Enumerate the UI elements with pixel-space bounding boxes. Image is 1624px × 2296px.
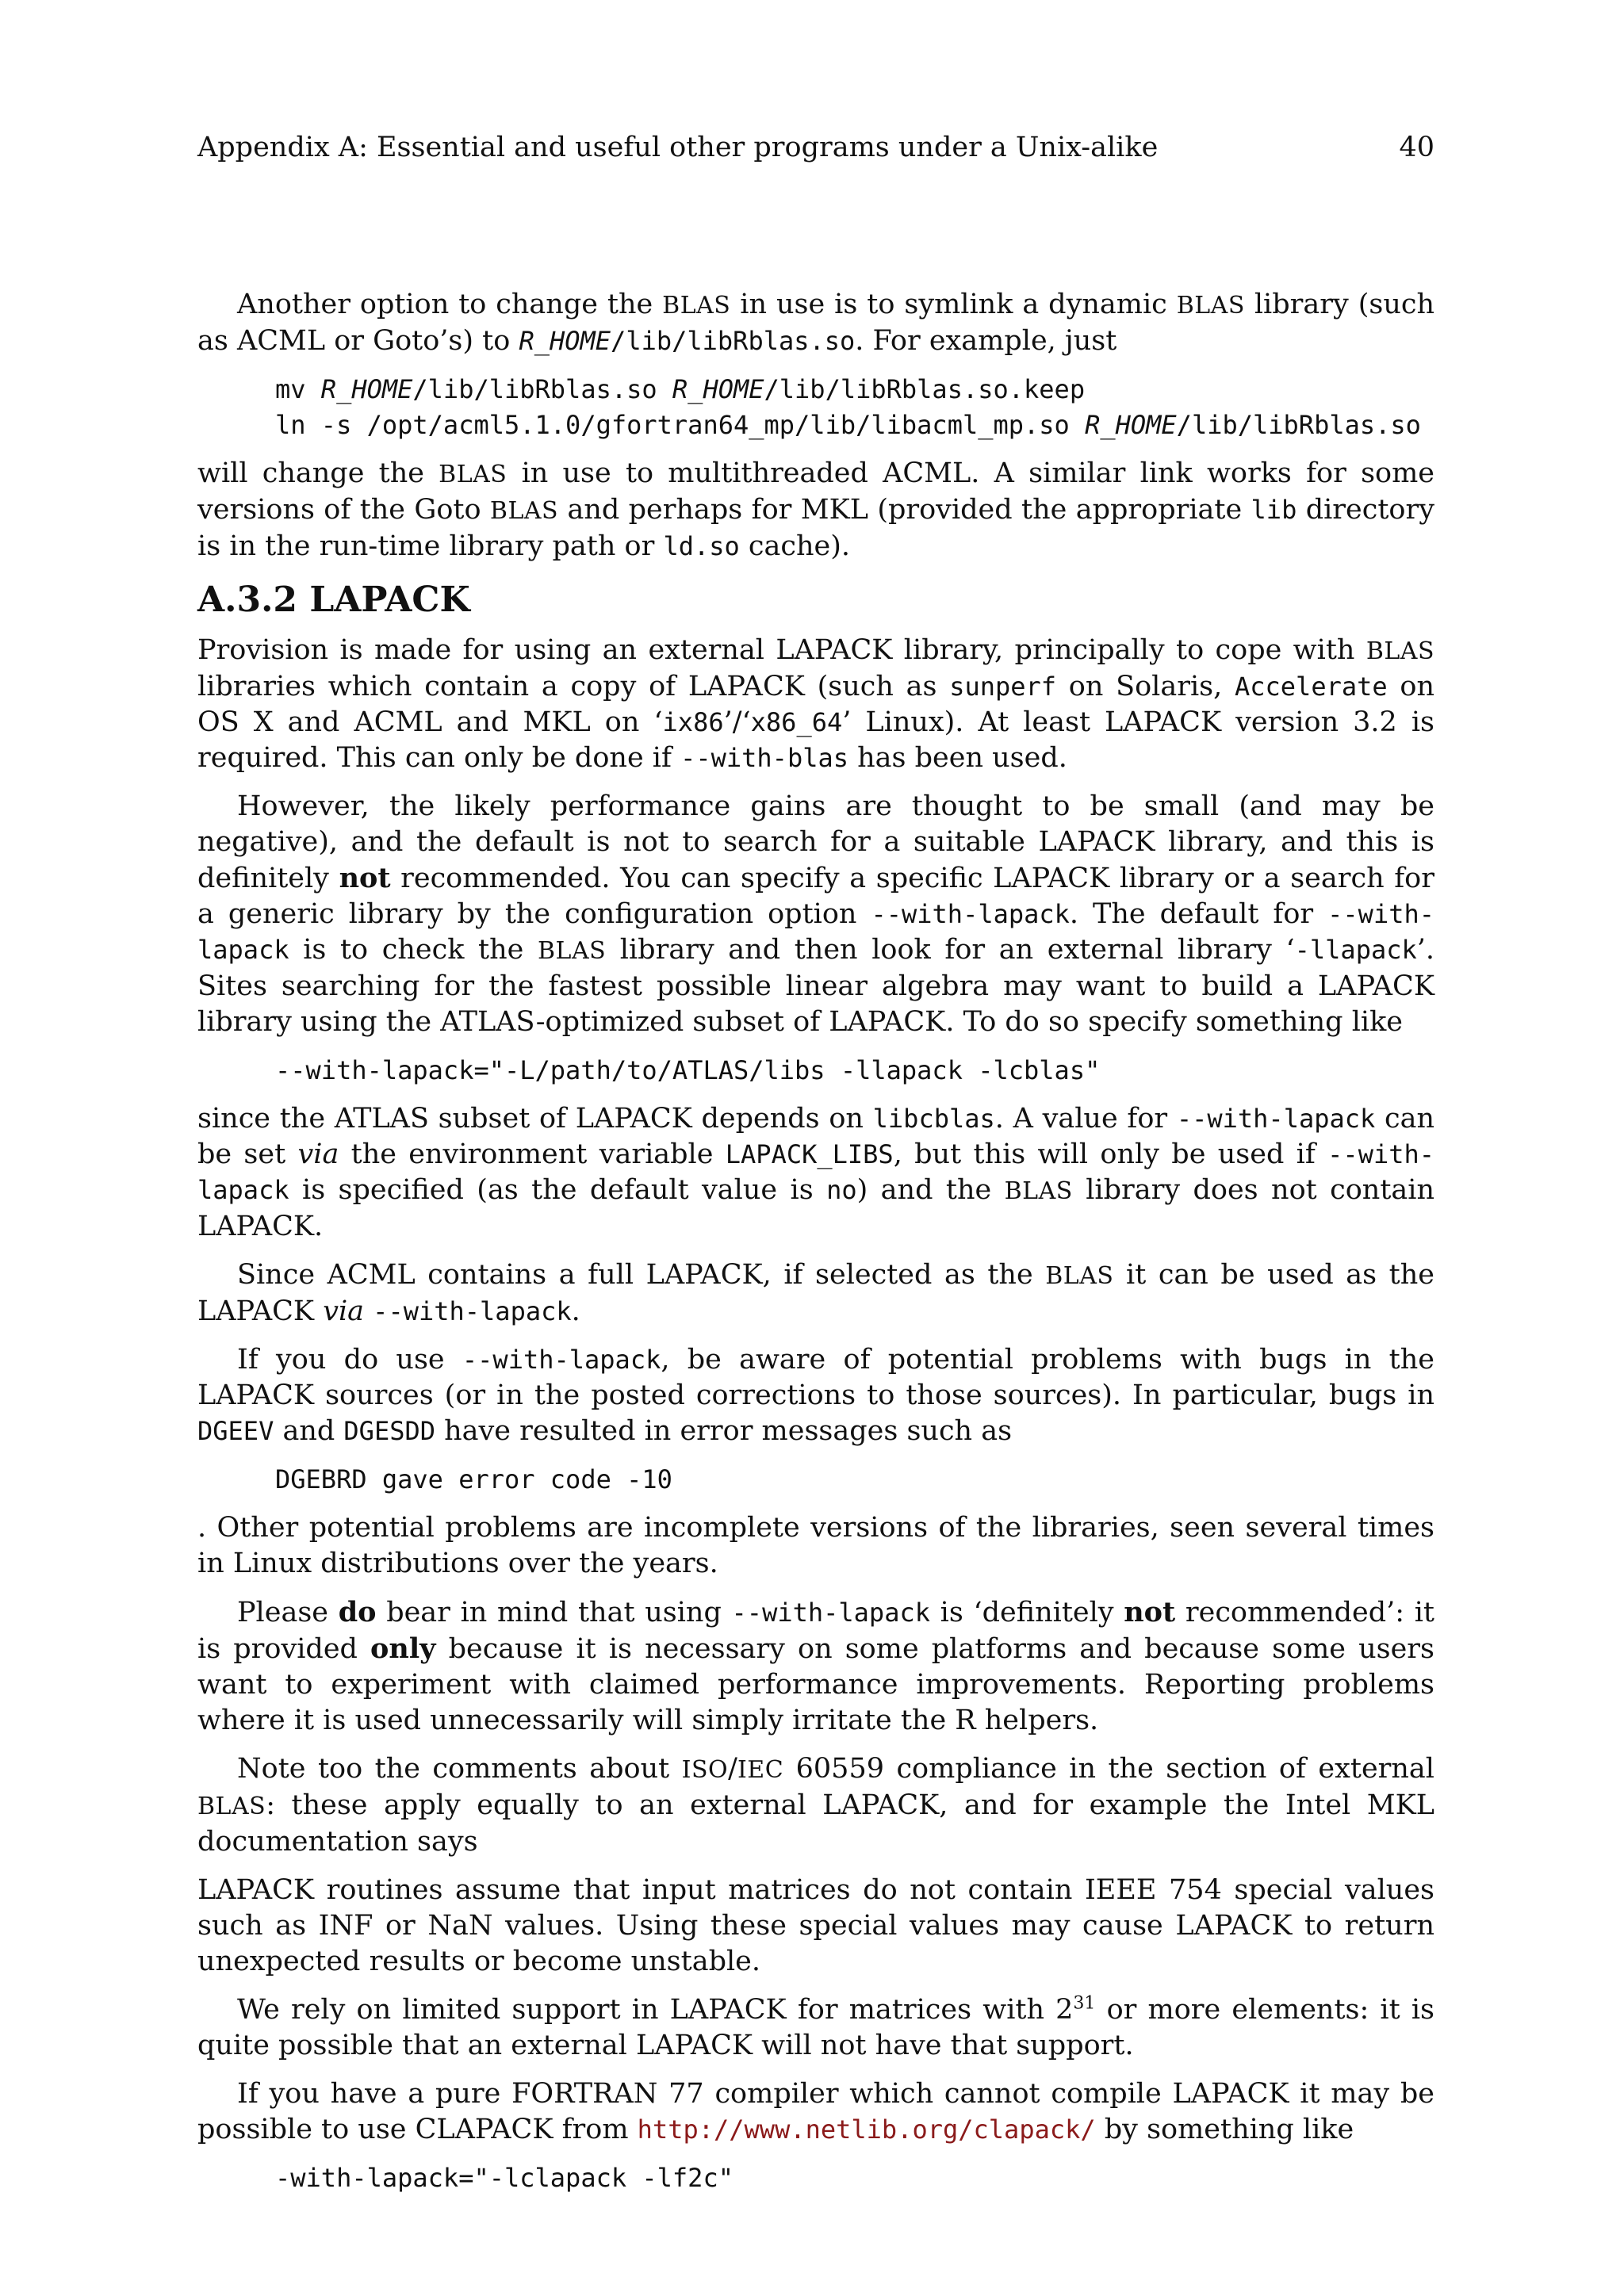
quote-mkl-documentation: LAPACK routines assume that input matrices do not contain IEEE 754 special values such as INF or NaN values. Using these special values may cause LAPACK to return unexpected results or become unstable. [197, 1874, 1434, 1977]
code-block-clapack: -with-lapack="-lclapack -lf2c" [275, 2163, 733, 2193]
running-header [197, 132, 1434, 163]
paragraph-iso-compliance: Note too the comments about ISO/IEC 60559 compliance in the section of external BLAS: these apply equally to an external LAPACK, and for example the Intel MKL documentation says [197, 1753, 1434, 1858]
paragraph-clapack: If you have a pure FORTRAN 77 compiler which cannot compile LAPACK it may be possible to use CLAPACK from http://www.netlib.org/clapack/ by something like [197, 2078, 1434, 2145]
paragraph-lapack-provision: Provision is made for using an external LAPACK library, principally to cope with BLAS libraries which contain a copy of LAPACK (such as sunperf on Solaris, Accelerate on OS X and ACML and MKL on ‘ix86’/‘x86_64’ Linux). At least LAPACK version 3.2 is required. This can only be done if --with-blas has been used. [197, 634, 1434, 774]
code-block-symlink: mv R_HOME/lib/libRblas.so R_HOME/lib/libRblas.so.keep ln -s /opt/acml5.1.0/gfortran64_mp/lib/libacml_mp.so R_HOME/lib/libRblas.so [275, 374, 1421, 440]
var-r-home: R_HOME [519, 326, 611, 356]
paragraph-symlink-blas: Another option to change the BLAS in use is to symlink a dynamic BLAS library (such as ACML or Goto’s) to R_HOME/lib/libRblas.so. For example, just [197, 289, 1435, 357]
paragraph-multithreaded-acml: will change the BLAS in use to multithreaded ACML. A similar link works for some versions of the Goto BLAS and perhaps for MKL (provided the appropriate lib directory is in the run-time library path or ld.so cache). [197, 457, 1435, 562]
code-block-atlas: --with-lapack="-L/path/to/ATLAS/libs -llapack -lcblas" [275, 1055, 1101, 1085]
page-body [197, 287, 1434, 2209]
header-title: Appendix A: Essential and useful other programs under a Unix-alike [197, 132, 1159, 163]
clapack-link[interactable]: http://www.netlib.org/clapack/ [637, 2114, 1096, 2145]
paragraph-bugs-warning: If you do use --with-lapack, be aware of potential problems with bugs in the LAPACK sources (or in the posted corrections to those sources). In particular, bugs in DGEEV and DGESDD have resulted in error messages such as [197, 1344, 1434, 1447]
paragraph-please-do: Please do bear in mind that using --with-lapack is ‘definitely not recommended’: it is provided only because it is necessary on some platforms and because some users want to experiment with claimed performance improvements. Reporting problems where it is used unnecessarily will simply irritate the R helpers. [197, 1596, 1435, 1736]
paragraph-acml-full-lapack: Since ACML contains a full LAPACK, if selected as the BLAS it can be used as the LAPACK via --with-lapack. [197, 1259, 1434, 1327]
section-heading-lapack: A.3.2 LAPACK [197, 580, 470, 620]
code-block-error: DGEBRD gave error code -10 [275, 1464, 672, 1494]
paragraph-large-matrices: We rely on limited support in LAPACK for matrices with $2^{31}$ or more elements: it is quite possible that an external LAPACK will not have that support. [197, 1993, 1434, 2061]
paragraph-performance-gains: However, the likely performance gains are thought to be small (and may be negative), and the default is not to search for a suitable LAPACK library, and this is definitely not recommended. You can specify a specific LAPACK library or a search for a generic library by the configuration option --with-lapack. The default for --with-lapack is to check the BLAS library and then look for an external library ‘-llapack’. Sites searching for the fastest possible linear algebra may want to build a LAPACK library using the ATLAS-optimized subset of LAPACK. To do so specify something like [197, 790, 1435, 1038]
page-number: 40 [1399, 132, 1434, 163]
paragraph-incomplete-versions: . Other potential problems are incomplete versions of the libraries, seen several times in Linux distributions over the years. [197, 1512, 1434, 1579]
paragraph-atlas-subset: since the ATLAS subset of LAPACK depends on libcblas. A value for --with-lapack can be set via the environment variable LAPACK_LIBS, but this will only be used if --with-lapack is specified (as the default value is no) and the BLAS library does not contain LAPACK. [197, 1103, 1435, 1242]
